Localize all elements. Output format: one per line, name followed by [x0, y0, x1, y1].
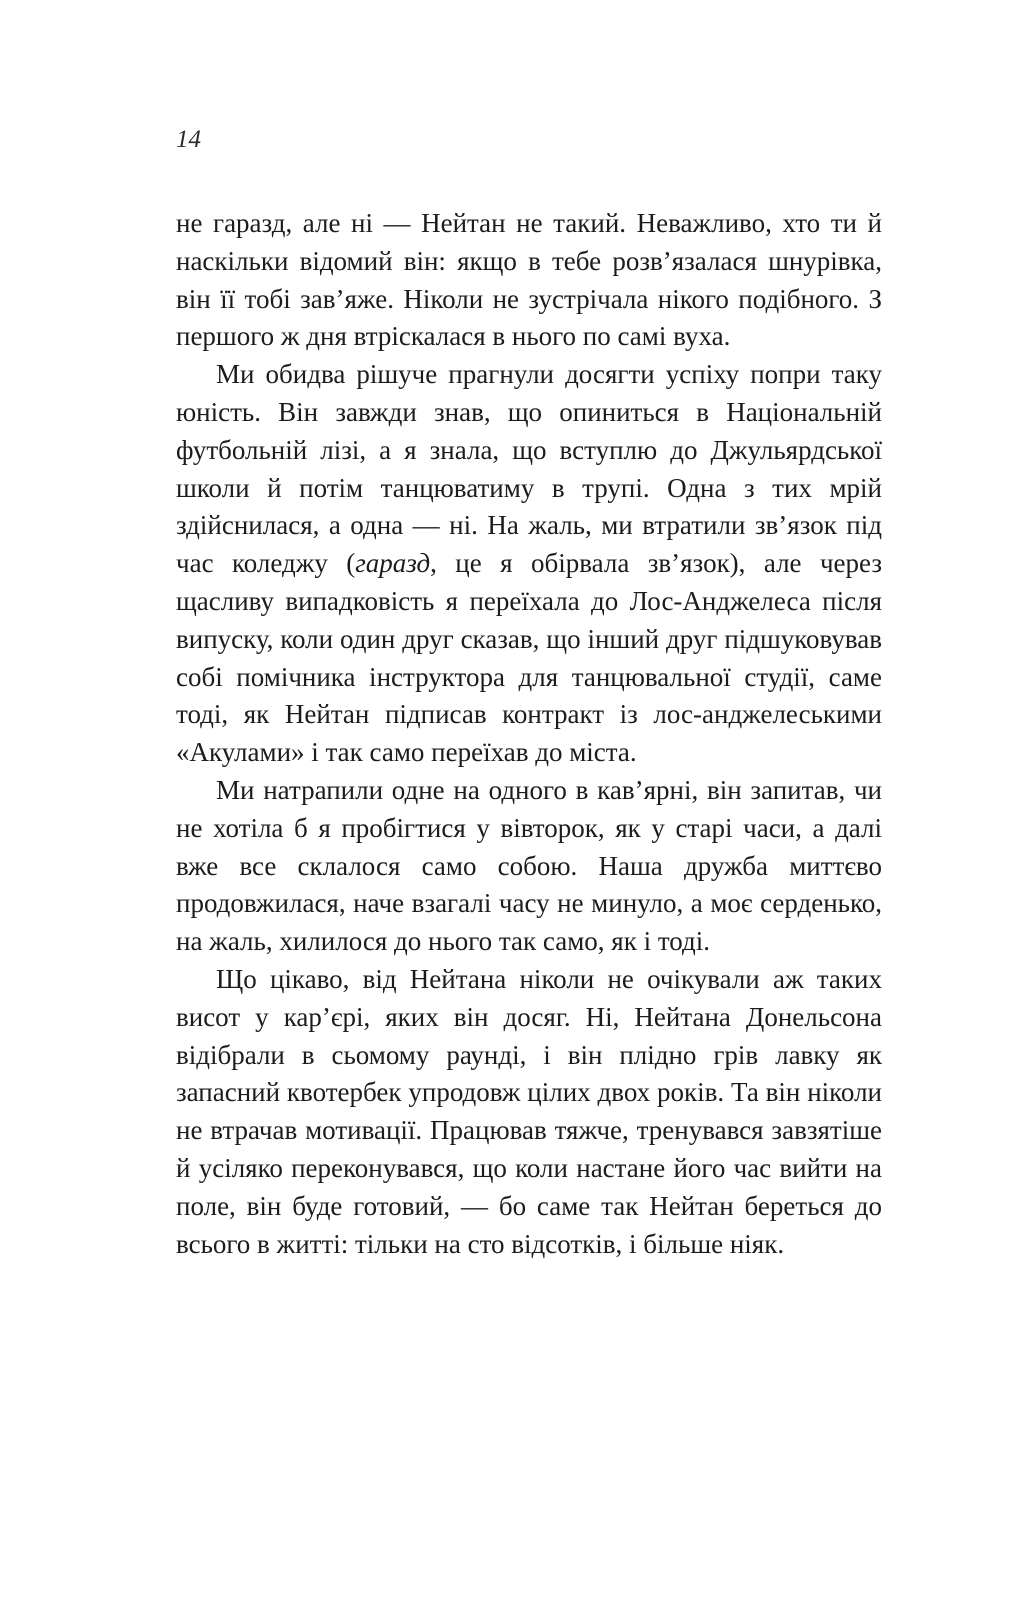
- text-segment: , це я обірвала зв’язок), але через щасливу випадковість я переїхала до Лос-Анджелеса після випуску, коли один друг сказав, що інший друг підшуковував собі помічника інструктора для танцювальної студії, саме тоді, як Нейтан підписав контракт із лос-анджелеськими «Акулами» і так само переїхав до міста.: [176, 548, 882, 768]
- paragraph: [176, 356, 882, 772]
- paragraph: [176, 205, 882, 356]
- text-segment: Ми натрапили одне на одного в кав’ярні, він запитав, чи не хотіла б я пробігтися у вівторок, як у старі часи, а далі вже все склалося само собою. Наша дружба миттєво продовжилася, наче взагалі часу не минуло, а моє серденько, на жаль, хилилося до нього так само, як і тоді.: [176, 774, 882, 957]
- text-segment: Що цікаво, від Нейтана ніколи не очікували аж таких висот у кар’єрі, яких він досяг. Ні, Нейтана Донельсона відібрали в сьомому раунді, і він плідно грів лавку як запасний квотербек упродовж цілих двох років. Та він ніколи не втрачав мотивації. Працював тяжче, тренувався завзятіше й усіляко переконувався, що коли настане його час вийти на поле, він буде готовий, — бо саме так Нейтан береться до всього в житті: тільки на сто відсотків, і більше ніяк.: [176, 963, 882, 1259]
- page-number: 14: [176, 126, 201, 153]
- italic-text-segment: гаразд: [355, 548, 431, 579]
- text-segment: Ми обидва рішуче прагнули досягти успіху попри таку юність. Він завжди знав, що опиниться в Національній футбольній лізі, а я знала, що вступлю до Джульярдської школи й потім танцюватиму в трупі. Одна з тих мрій здійснилася, а одна — ні. На жаль, ми втратили зв’язок під час коледжу (: [176, 359, 882, 579]
- body-text: [176, 205, 882, 1263]
- text-segment: не гаразд, але ні — Нейтан не такий. Неважливо, хто ти й наскільки відомий він: якщо в тебе розв’язалася шнурівка, він її тобі зав’яже. Ніколи не зустрічала нікого подібного. З першого ж дня втріскалася в нього по самі вуха.: [176, 208, 882, 352]
- paragraph: [176, 772, 882, 961]
- paragraph: [176, 961, 882, 1263]
